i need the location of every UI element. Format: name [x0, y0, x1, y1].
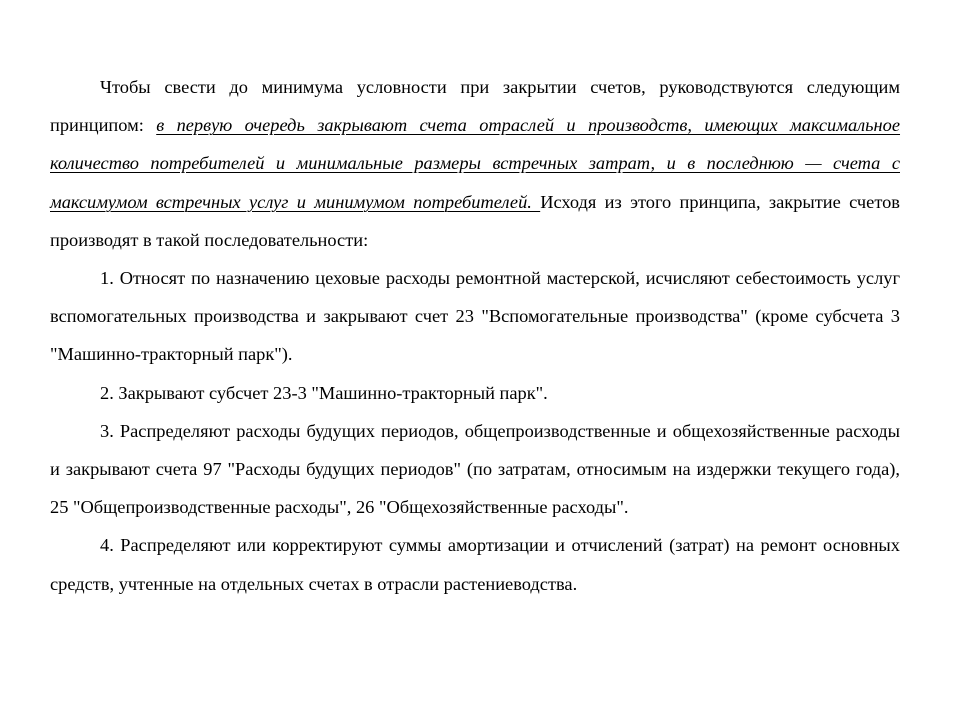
- principle-emphasis: в первую очередь закрывают счета отраслей и производств, имеющих максимальное количество потребителей и минимальные размеры встречных затрат, и в последнюю — счета с максимумом встречных услуг и минимумом потребителей.: [50, 115, 901, 212]
- paragraph-step-2: 2. Закрывают субсчет 23-3 "Машинно-тракторный парк".: [100, 382, 548, 403]
- paragraph-principle-tail: Исходя из этого принципа, закрытие счетов производят в такой последовательности:: [50, 191, 900, 250]
- paragraph-principle-lead: Чтобы свести до минимума условности при закрытии счетов, руководствуются следующим принципом:: [50, 77, 900, 136]
- paragraph-step-4: 4. Распределяют или корректируют суммы амортизации и отчислений (затрат) на ремонт основных средств, учтенные на отдельных счетах в отрасли растениеводства.: [50, 535, 900, 594]
- document-body: [50, 68, 900, 603]
- paragraph-step-1: 1. Относят по назначению цеховые расходы ремонтной мастерской, исчисляют себестоимость услуг вспомогательных производства и закрывают счет 23 "Вспомогательные производства" (кроме субсчета 3 "Машинно-тракторный парк").: [50, 268, 900, 365]
- paragraph-step-3: 3. Распределяют расходы будущих периодов, общепроизводственные и общехозяйственные расходы и закрывают счета 97 "Расходы будущих периодов" (по затратам, относимым на издержки текущего года), 25 "Общепроизводственные расходы", 26 "Общехозяйственные расходы".: [50, 420, 900, 518]
- paragraph-principle: [50, 68, 900, 259]
